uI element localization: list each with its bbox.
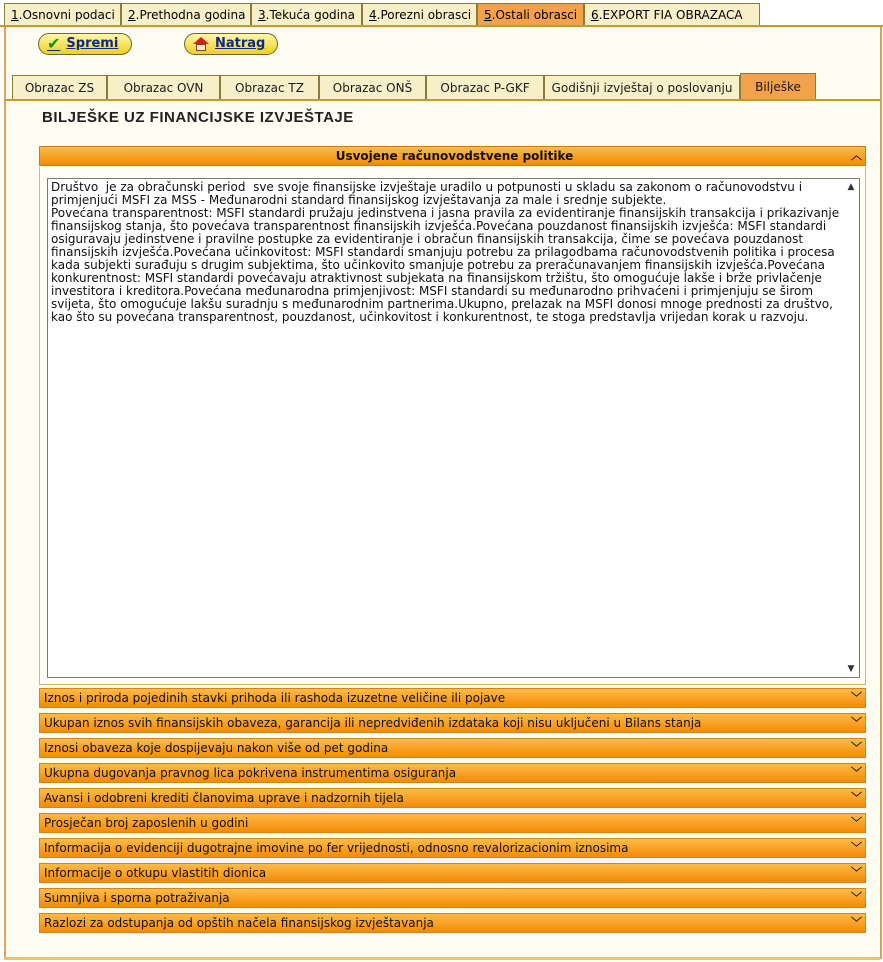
tab-obrazac-tz[interactable]: Obrazac TZ: [220, 75, 319, 99]
sub-tab-divider: [6, 99, 880, 101]
chevron-down-icon: ﹀: [851, 791, 862, 804]
tab-ostali-obrasci[interactable]: 5.Ostali obrasci: [477, 3, 584, 25]
panel-header-otkup-dionica[interactable]: Informacije o otkupu vlastitih dionica ﹀: [39, 863, 866, 883]
chevron-down-icon: ﹀: [851, 691, 862, 704]
chevron-down-icon: ﹀: [851, 816, 862, 829]
panel-header-sporna-potrazivanja[interactable]: Sumnjiva i sporna potraživanja ﹀: [39, 888, 866, 908]
tab-godisnji-izvjestaj[interactable]: Godišnji izvještaj o poslovanju: [544, 75, 740, 99]
frame-bottom-border: [4, 957, 880, 960]
chevron-down-icon: ﹀: [851, 741, 862, 754]
tab-porezni-obrasci[interactable]: 4.Porezni obrasci: [362, 3, 477, 25]
home-icon: [193, 37, 209, 51]
panel-header-avansi-krediti[interactable]: Avansi i odobreni krediti članovima uprave i nadzornih tijela ﹀: [39, 788, 866, 808]
panel-header-dugovanja-osiguranje[interactable]: Ukupna dugovanja pravnog lica pokrivena instrumentima osiguranja ﹀: [39, 763, 866, 783]
panel-header-odstupanja[interactable]: Razlozi za odstupanja od opštih načela finansijskog izvještavanja ﹀: [39, 913, 866, 933]
chevron-down-icon: ﹀: [851, 716, 862, 729]
back-button[interactable]: Natrag: [184, 33, 278, 55]
tab-export-fia-obrazaca[interactable]: 6.EXPORT FIA OBRAZACA: [584, 3, 760, 25]
tab-biljeske[interactable]: Bilješke: [740, 73, 816, 99]
panel-header-izuzetne-stavke[interactable]: Iznos i priroda pojedinih stavki prihoda ili rashoda izuzetne veličine ili pojave ﹀: [39, 688, 866, 708]
tab-prethodna-godina[interactable]: 2.Prethodna godina: [121, 3, 251, 25]
panel-header-obaveze-pet-godina[interactable]: Iznosi obaveza koje dospijevaju nakon više od pet godina ﹀: [39, 738, 866, 758]
panel-header-broj-zaposlenih[interactable]: Prosječan broj zaposlenih u godini ﹀: [39, 813, 866, 833]
chevron-down-icon: ﹀: [851, 841, 862, 854]
tab-obrazac-ons[interactable]: Obrazac ONŠ: [319, 75, 426, 99]
scroll-up-arrow-icon[interactable]: ▲: [847, 182, 855, 192]
checkmark-icon: ✔: [47, 34, 61, 53]
panel-header-finansijske-obaveze[interactable]: Ukupan iznos svih finansijskih obaveza, garancija ili nepredviđenih izdataka koji nisu uključeni u Bilans stanja ﹀: [39, 713, 866, 733]
chevron-down-icon: ﹀: [851, 916, 862, 929]
chevron-down-icon: ﹀: [851, 866, 862, 879]
panel-header-racunovodstvene-politike[interactable]: Usvojene računovodstvene politike ︿: [39, 146, 866, 166]
tab-osnovni-podaci[interactable]: 1.Osnovni podaci: [4, 3, 121, 25]
tab-tekuca-godina[interactable]: 3.Tekuća godina: [251, 3, 362, 25]
chevron-up-icon: ︿: [851, 149, 862, 162]
save-button[interactable]: ✔ Spremi: [38, 33, 132, 55]
panel-header-fer-vrijednost[interactable]: Informacija o evidenciji dugotrajne imovine po fer vrijednosti, odnosno revalorizacionim iznosima ﹀: [39, 838, 866, 858]
tab-obrazac-zs[interactable]: Obrazac ZS: [12, 75, 107, 99]
scroll-down-arrow-icon[interactable]: ▼: [847, 664, 855, 674]
tab-obrazac-ovn[interactable]: Obrazac OVN: [107, 75, 220, 99]
tab-obrazac-p-gkf[interactable]: Obrazac P-GKF: [426, 75, 544, 99]
page-title: BILJEŠKE UZ FINANCIJSKE IZVJEŠTAJE: [42, 109, 354, 126]
top-tab-bar: [0, 0, 883, 27]
notes-textarea[interactable]: Društvo je za obračunski period sve svoje finansijske izvještaje uradilo u potpunosti u skladu sa zakonom o računovodstvu i primjenjući MSFI za MSS - Međunarodni standard finansijskog izvještavanja za male i srednje subjekte. Povećana transparentnost: MSFI standardi pružaju jedinstvena i jasna pravila za evidentiranje finansijskih transakcija i prikazivanje finansijskog stanja, što povećava transparentnost finansijskih izvješća.Povećana pouzdanost finansijskih izvješća: MSFI standardi osiguravaju jedinstvene i pravilne postupke za evidentiranje i obračun finansijskih transakcija, čime se povećava pouzdanost finansijskih izvješća.Povećana učinkovitost: MSFI standardi smanjuju potrebu za prilagodbama računovodstvenih politika i procesa kada subjekti surađuju s drugim subjektima, što učinkovito smanjuje potrebu za preračunavanjem finansijskih izvješća.Povećana konkurentnost: MSFI standardi povećavaju atraktivnost subjekata na finansijskom tržištu, što omogućuje lakše i brže privlačenje investitora i kreditora.Povećana međunarodna primjenjivost: MSFI standardi su međunarodno prihvaćeni i primjenjuju se širom svijeta, što omogućuje lakšu suradnju s međunarodnim partnerima.Ukupno, prelazak na MSFI donosi mnoge prednosti za društvo, kao što su povećana transparentnost, pouzdanost, učinkovitost i konkurentnost, te stoga predstavlja vrijedan korak u razvoju. ▲ ▼: [47, 178, 860, 678]
chevron-down-icon: ﹀: [851, 891, 862, 904]
chevron-down-icon: ﹀: [851, 766, 862, 779]
